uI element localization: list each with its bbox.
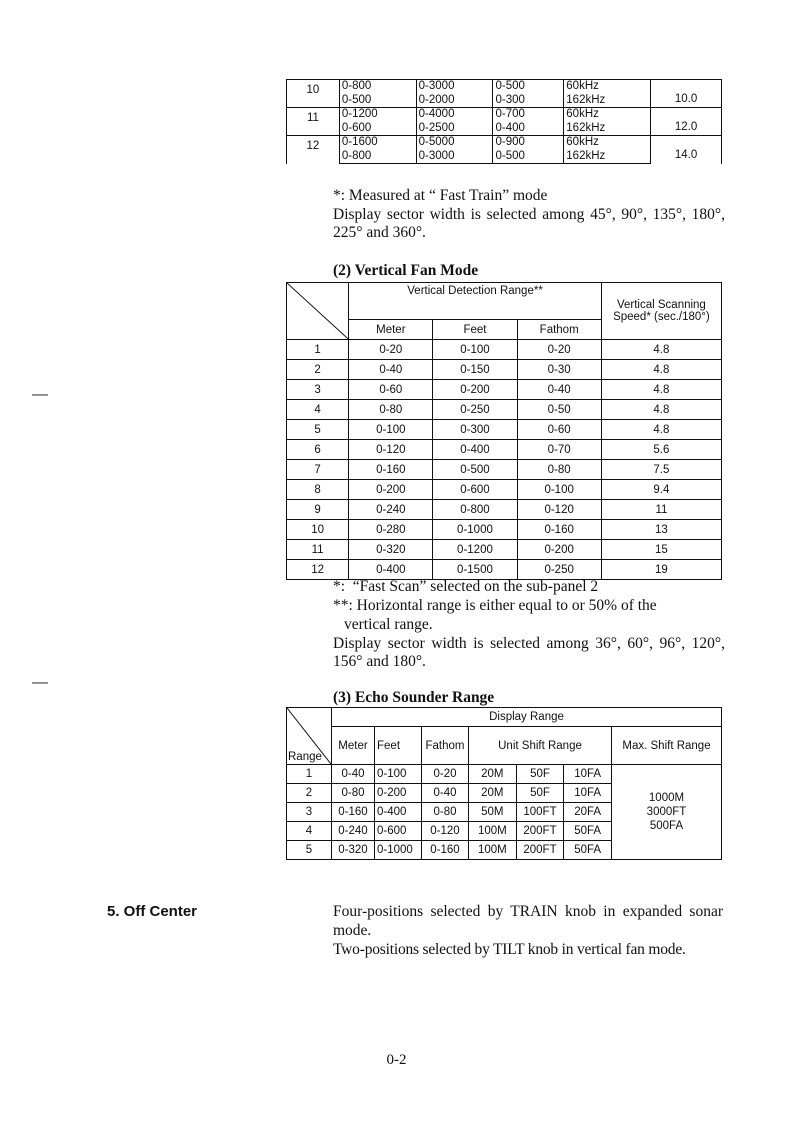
unit-shift-feet: 100FT bbox=[516, 803, 564, 822]
range-meter: 0-320 bbox=[349, 540, 433, 560]
scan-speed: 10.0 bbox=[651, 80, 722, 108]
range-fathom: 0-80 bbox=[422, 803, 469, 822]
scan-speed: 4.8 bbox=[601, 340, 721, 360]
range-feet: 0-1000 bbox=[375, 841, 422, 860]
range-feet: 0-1500 bbox=[433, 560, 517, 580]
scan-speed: 4.8 bbox=[601, 360, 721, 380]
range-fathom: 0-70 bbox=[517, 440, 601, 460]
range-feet: 0-250 bbox=[433, 400, 517, 420]
scan-speed: 11 bbox=[601, 500, 721, 520]
col-unit-shift-range: Unit Shift Range bbox=[469, 727, 612, 765]
range-feet: 0-200 bbox=[375, 784, 422, 803]
range-number: 8 bbox=[287, 480, 349, 500]
scan-speed: 9.4 bbox=[601, 480, 721, 500]
range-meter: 0-500 bbox=[339, 94, 416, 108]
note-horizontal-range-cont: vertical range. bbox=[344, 616, 433, 633]
range-feet: 0-150 bbox=[433, 360, 517, 380]
table-row bbox=[287, 520, 722, 540]
range-fathom: 0-80 bbox=[517, 460, 601, 480]
range-fathom: 0-400 bbox=[493, 122, 564, 136]
range-meter: 0-800 bbox=[339, 80, 416, 94]
range-number: 5 bbox=[287, 841, 332, 860]
table-row bbox=[287, 136, 722, 150]
margin-mark: ― bbox=[32, 674, 48, 691]
range-number: 3 bbox=[287, 803, 332, 822]
display-range-header: Display Range bbox=[332, 708, 722, 727]
range-number: 10 bbox=[287, 520, 349, 540]
col-max-shift-range: Max. Shift Range bbox=[612, 727, 722, 765]
table-row bbox=[287, 480, 722, 500]
table-row bbox=[287, 400, 722, 420]
range-number: 2 bbox=[287, 360, 349, 380]
vertical-fan-heading: (2) Vertical Fan Mode bbox=[333, 262, 479, 279]
range-number: 1 bbox=[287, 340, 349, 360]
range-meter: 0-1600 bbox=[339, 136, 416, 150]
range-fathom: 0-120 bbox=[517, 500, 601, 520]
range-number: 7 bbox=[287, 460, 349, 480]
range-meter: 0-160 bbox=[332, 803, 375, 822]
table-row bbox=[287, 440, 722, 460]
note-horizontal-range: **: Horizontal range is either equal to or 50% of the bbox=[333, 597, 657, 614]
range-fathom: 0-160 bbox=[422, 841, 469, 860]
range-feet: 0-200 bbox=[433, 380, 517, 400]
max-shift-value: 1000M bbox=[648, 792, 685, 804]
unit-shift-meter: 20M bbox=[469, 765, 517, 784]
scan-speed: 14.0 bbox=[651, 136, 722, 164]
range-meter: 0-800 bbox=[339, 150, 416, 164]
range-fathom: 0-100 bbox=[517, 480, 601, 500]
note-fast-scan: *: “Fast Scan” selected on the sub-panel 2 bbox=[333, 578, 599, 595]
max-shift-value: 3000FT bbox=[646, 806, 687, 818]
range-meter: 0-160 bbox=[349, 460, 433, 480]
frequency: 60kHz bbox=[564, 80, 651, 94]
range-fathom: 0-160 bbox=[517, 520, 601, 540]
col-feet: Feet bbox=[433, 320, 517, 340]
table-row bbox=[287, 460, 722, 480]
table-row bbox=[287, 420, 722, 440]
col-meter: Meter bbox=[332, 727, 375, 765]
unit-shift-fathom: 10FA bbox=[564, 784, 612, 803]
page-number: 0-2 bbox=[386, 1052, 407, 1068]
note-sector-width-1: Display sector width is selected among 45°, 90°, 135°, 180°, 225° and 360°. bbox=[333, 206, 725, 241]
col-feet: Feet bbox=[375, 727, 422, 765]
range-meter: 0-600 bbox=[339, 122, 416, 136]
range-fathom: 0-120 bbox=[422, 822, 469, 841]
range-fathom: 0-20 bbox=[422, 765, 469, 784]
unit-shift-fathom: 20FA bbox=[564, 803, 612, 822]
max-shift-range-values bbox=[612, 765, 722, 860]
corner-diagonal-cell bbox=[287, 283, 349, 340]
range-number: 6 bbox=[287, 440, 349, 460]
col-meter: Meter bbox=[349, 320, 433, 340]
table-row bbox=[287, 108, 722, 122]
range-number: 9 bbox=[287, 500, 349, 520]
range-fathom: 0-50 bbox=[517, 400, 601, 420]
range-feet: 0-600 bbox=[375, 822, 422, 841]
vertical-fan-table bbox=[286, 282, 722, 580]
unit-shift-feet: 200FT bbox=[516, 841, 564, 860]
table-row bbox=[287, 340, 722, 360]
range-number: 4 bbox=[287, 400, 349, 420]
range-fathom: 0-200 bbox=[517, 540, 601, 560]
range-feet: 0-500 bbox=[433, 460, 517, 480]
range-feet: 0-600 bbox=[433, 480, 517, 500]
range-meter: 0-120 bbox=[349, 440, 433, 460]
range-fathom: 0-900 bbox=[493, 136, 564, 150]
range-corner-cell bbox=[287, 708, 332, 765]
scan-speed: 5.6 bbox=[601, 440, 721, 460]
range-feet: 0-3000 bbox=[416, 150, 493, 164]
unit-shift-feet: 200FT bbox=[516, 822, 564, 841]
range-feet: 0-3000 bbox=[416, 80, 493, 94]
range-feet: 0-4000 bbox=[416, 108, 493, 122]
range-feet: 0-300 bbox=[433, 420, 517, 440]
range-meter: 0-100 bbox=[349, 420, 433, 440]
col-range-label: Range bbox=[288, 751, 322, 763]
note-fast-train: *: Measured at “ Fast Train” mode bbox=[333, 187, 548, 204]
off-center-text-2: Two-positions selected by TILT knob in vertical fan mode. bbox=[333, 941, 686, 958]
range-number: 1 bbox=[287, 765, 332, 784]
scan-speed: 4.8 bbox=[601, 380, 721, 400]
table-row bbox=[287, 80, 722, 94]
range-meter: 0-60 bbox=[349, 380, 433, 400]
vertical-detection-range-header: Vertical Detection Range** bbox=[349, 283, 602, 320]
unit-shift-meter: 20M bbox=[469, 784, 517, 803]
range-meter: 0-240 bbox=[349, 500, 433, 520]
range-feet: 0-2000 bbox=[416, 94, 493, 108]
table-row bbox=[287, 560, 722, 580]
range-number: 12 bbox=[287, 136, 340, 164]
max-shift-value: 500FA bbox=[649, 820, 684, 832]
range-fathom: 0-30 bbox=[517, 360, 601, 380]
range-meter: 0-40 bbox=[349, 360, 433, 380]
off-center-text bbox=[333, 902, 723, 959]
range-number: 11 bbox=[287, 540, 349, 560]
scan-speed: 4.8 bbox=[601, 420, 721, 440]
range-meter: 0-320 bbox=[332, 841, 375, 860]
range-meter: 0-40 bbox=[332, 765, 375, 784]
table-row bbox=[287, 500, 722, 520]
table-row bbox=[287, 765, 722, 784]
margin-mark: — bbox=[32, 386, 48, 403]
range-number: 12 bbox=[287, 560, 349, 580]
note-sector-width-2: Display sector width is selected among 36°, 60°, 96°, 120°, 156° and 180°. bbox=[333, 635, 725, 670]
unit-shift-fathom: 50FA bbox=[564, 822, 612, 841]
off-center-label: 5. Off Center bbox=[107, 903, 198, 920]
frequency: 60kHz bbox=[564, 108, 651, 122]
frequency: 60kHz bbox=[564, 136, 651, 150]
range-feet: 0-800 bbox=[433, 500, 517, 520]
frequency: 162kHz bbox=[564, 94, 651, 108]
range-meter: 0-80 bbox=[332, 784, 375, 803]
unit-shift-fathom: 50FA bbox=[564, 841, 612, 860]
range-number: 2 bbox=[287, 784, 332, 803]
range-feet: 0-1200 bbox=[433, 540, 517, 560]
scan-speed: 4.8 bbox=[601, 400, 721, 420]
scan-speed: 13 bbox=[601, 520, 721, 540]
sonar-range-table bbox=[286, 79, 722, 164]
echo-sounder-table bbox=[286, 707, 722, 860]
range-number: 4 bbox=[287, 822, 332, 841]
vertical-scanning-speed-header: Vertical Scanning Speed* (sec./180°) bbox=[601, 283, 721, 340]
table-row bbox=[287, 360, 722, 380]
range-fathom: 0-700 bbox=[493, 108, 564, 122]
range-feet: 0-100 bbox=[375, 765, 422, 784]
range-meter: 0-200 bbox=[349, 480, 433, 500]
range-fathom: 0-500 bbox=[493, 80, 564, 94]
table-row bbox=[287, 380, 722, 400]
range-feet: 0-400 bbox=[433, 440, 517, 460]
range-meter: 0-80 bbox=[349, 400, 433, 420]
scan-speed: 15 bbox=[601, 540, 721, 560]
unit-shift-meter: 50M bbox=[469, 803, 517, 822]
range-fathom: 0-250 bbox=[517, 560, 601, 580]
range-fathom: 0-60 bbox=[517, 420, 601, 440]
unit-shift-fathom: 10FA bbox=[564, 765, 612, 784]
range-feet: 0-2500 bbox=[416, 122, 493, 136]
range-fathom: 0-300 bbox=[493, 94, 564, 108]
range-meter: 0-280 bbox=[349, 520, 433, 540]
scan-speed: 19 bbox=[601, 560, 721, 580]
unit-shift-feet: 50F bbox=[516, 784, 564, 803]
unit-shift-meter: 100M bbox=[469, 822, 517, 841]
range-number: 5 bbox=[287, 420, 349, 440]
range-number: 3 bbox=[287, 380, 349, 400]
range-number: 10 bbox=[287, 80, 340, 108]
scan-speed: 7.5 bbox=[601, 460, 721, 480]
col-fathom: Fathom bbox=[422, 727, 469, 765]
range-fathom: 0-500 bbox=[493, 150, 564, 164]
range-fathom: 0-40 bbox=[422, 784, 469, 803]
range-meter: 0-400 bbox=[349, 560, 433, 580]
range-fathom: 0-40 bbox=[517, 380, 601, 400]
off-center-text-1: Four-positions selected by TRAIN knob in expanded sonar mode. bbox=[333, 903, 723, 939]
range-feet: 0-1000 bbox=[433, 520, 517, 540]
range-meter: 0-20 bbox=[349, 340, 433, 360]
frequency: 162kHz bbox=[564, 150, 651, 164]
range-fathom: 0-20 bbox=[517, 340, 601, 360]
unit-shift-meter: 100M bbox=[469, 841, 517, 860]
range-feet: 0-400 bbox=[375, 803, 422, 822]
range-meter: 0-1200 bbox=[339, 108, 416, 122]
scan-speed: 12.0 bbox=[651, 108, 722, 136]
col-fathom: Fathom bbox=[517, 320, 601, 340]
frequency: 162kHz bbox=[564, 122, 651, 136]
range-feet: 0-100 bbox=[433, 340, 517, 360]
range-number: 11 bbox=[287, 108, 340, 136]
unit-shift-feet: 50F bbox=[516, 765, 564, 784]
range-meter: 0-240 bbox=[332, 822, 375, 841]
echo-sounder-heading: (3) Echo Sounder Range bbox=[333, 689, 495, 706]
range-feet: 0-5000 bbox=[416, 136, 493, 150]
table-row bbox=[287, 540, 722, 560]
